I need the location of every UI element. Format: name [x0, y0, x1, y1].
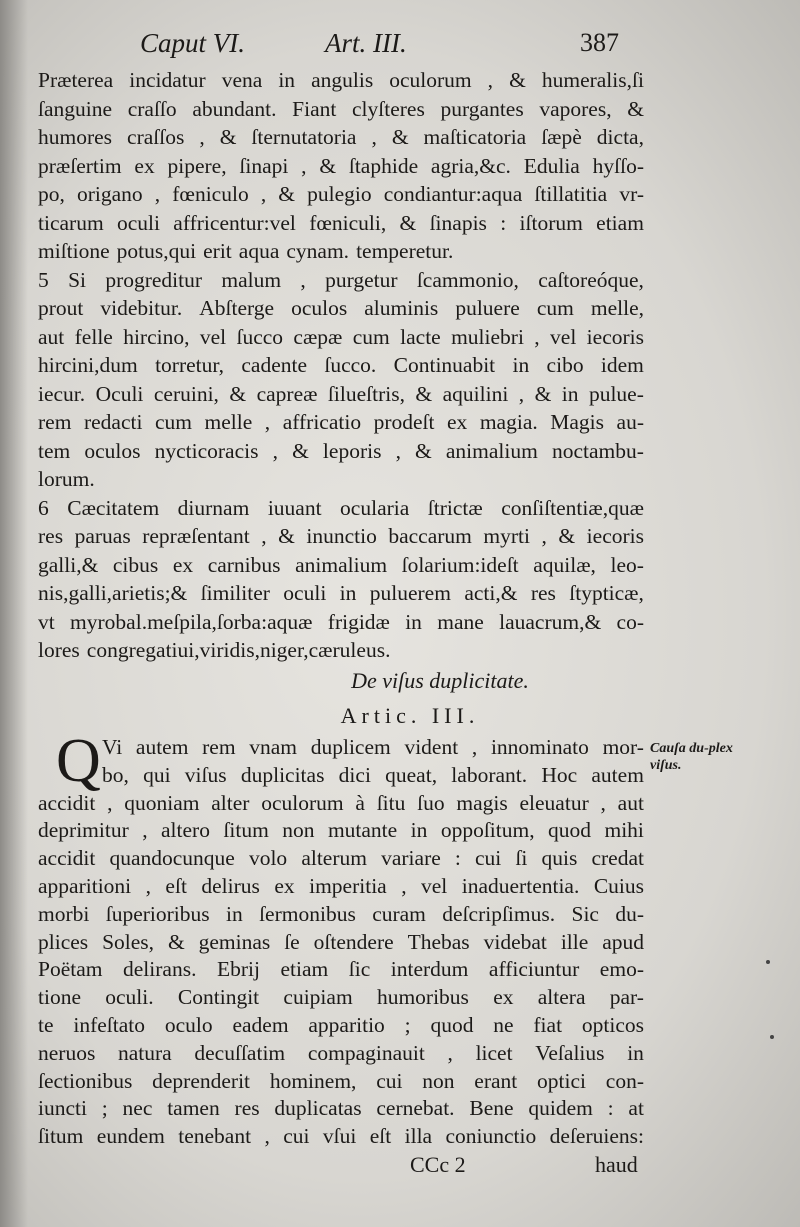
text-line: tem oculos nycticoracis , & leporis , & animalium noctambu-: [38, 438, 644, 463]
text-line: accidit quandocunque volo alterum variare : cui ſi quis credat: [38, 846, 644, 871]
text-line: Poëtam delirans. Ebrij etiam ſic interdum afficiuntur emo-: [38, 957, 644, 982]
text-line: plices Soles, & geminas ſe oſtendere Thebas videbat ille apud: [38, 929, 644, 954]
text-line: lorum.: [38, 467, 95, 491]
text-line: 5 Si progreditur malum , purgetur ſcammonio, caſtoreóque,: [38, 267, 644, 292]
text-line: humores craſſos , & ſternutatoria , & maſticatoria ſæpè dicta,: [38, 125, 644, 149]
text-line: Præterea incidatur vena in angulis oculorum , & humeralis,ſi: [38, 68, 644, 92]
section-title: De viſus duplicitate.: [351, 668, 529, 693]
page-gutter-shadow: [0, 0, 28, 1227]
text-line: præſertim ex pipere, ſinapi , & ſtaphide agria,&c. Edulia hyſſo-: [38, 153, 644, 178]
text-line: iecur. Oculi ceruini, & capreæ ſilueſtris, & aquilini , & in pulue-: [38, 381, 644, 406]
signature-mark: CCc 2: [410, 1152, 466, 1177]
text-line: iuncti ; nec tamen res duplicatas cernebat. Bene quidem : at: [38, 1096, 644, 1121]
text-line: tione oculi. Contingit cuipiam humoribus ex altera par-: [38, 985, 644, 1010]
main-text-block: [38, 66, 644, 665]
text-line: hircini,dum torretur, cadente ſucco. Continuabit in cibo idem: [38, 353, 644, 377]
text-line: ticarum oculi affricentur:vel fœniculi, & ſinapis : iſtorum etiam: [38, 210, 644, 235]
text-line: po, origano , fœniculo , & pulegio condiantur:aqua ſtillatitia vr-: [38, 182, 644, 206]
text-line: ſitum eundem tenebant , cui vſui eſt illa coniunctio deſeruiens:: [38, 1124, 644, 1149]
text-line: miſtione potus,qui erit aqua cynam. temperetur.: [38, 239, 454, 263]
text-line: 6 Cæcitatem diurnam iuuant ocularia ſtrictæ conſiſtentiæ,quæ: [38, 495, 644, 520]
header-article: Art. III.: [325, 28, 407, 58]
text-line: aut felle hircino, vel ſucco cæpæ cum lacte muliebri , vel iecoris: [38, 324, 644, 349]
header-chapter: Caput VI.: [140, 28, 245, 58]
margin-note: Cauſa du-plex viſus.: [650, 741, 733, 773]
text-line: res paruas repræſentant , & inunctio baccarum myrti , & iecoris: [38, 524, 644, 548]
text-line: deprimitur , altero ſitum non mutante in oppoſitum, quod mihi: [38, 818, 644, 843]
text-line: nis,galli,arietis;& ſimiliter oculi in puluerem acti,& res ſtypticæ,: [38, 581, 644, 605]
text-line: vt myrobal.meſpila,ſorba:aquæ frigidæ in mane lauacrum,& co-: [38, 609, 644, 634]
text-line: ſectionibus deprenderit hominem, cui non erant optici con-: [38, 1068, 644, 1093]
ink-speck: [766, 960, 770, 964]
text-line: apparitioni , eſt delirus ex imperitia , vel inaduertentia. Cuius: [38, 873, 644, 898]
text-line: Vi autem rem vnam duplicem vident , innominato mor-: [102, 735, 644, 759]
text-line: te infeſtato oculo eadem apparitio ; quod ne fiat opticos: [38, 1012, 644, 1037]
running-header: [140, 28, 640, 68]
text-line: accidit , quoniam alter oculorum à ſitu ſuo magis eleuatur , aut: [38, 790, 644, 815]
text-line: morbi ſuperioribus in ſermonibus curam deſcripſimus. Sic du-: [38, 901, 644, 926]
text-line: ſanguine craſſo abundant. Fiant clyſteres purgantes vapores, &: [38, 96, 644, 121]
text-line: bo, qui viſus duplicitas dici queat, laborant. Hoc autem: [102, 762, 644, 787]
catchword: haud: [595, 1152, 638, 1177]
article-heading: Artic. III.: [340, 703, 480, 728]
article-text-block: [38, 734, 644, 1151]
page-footer: [410, 1152, 650, 1182]
page-number: 387: [580, 28, 619, 57]
text-line: galli,& cibus ex carnibus animalium ſolarium:ideſt aquilæ, leo-: [38, 552, 644, 577]
ink-speck: [770, 1035, 774, 1039]
text-line: lores congregatiui,viridis,niger,cæruleus.: [38, 638, 391, 662]
text-line: neruos natura decuſſatim compaginauit , licet Veſalius in: [38, 1040, 644, 1065]
drop-cap: Q: [56, 727, 101, 795]
text-line: rem redacti cum melle , affricatio prodeſt ex magia. Magis au-: [38, 410, 644, 434]
text-line: prout videbitur. Abſterge oculos aluminis puluere cum melle,: [38, 296, 644, 320]
